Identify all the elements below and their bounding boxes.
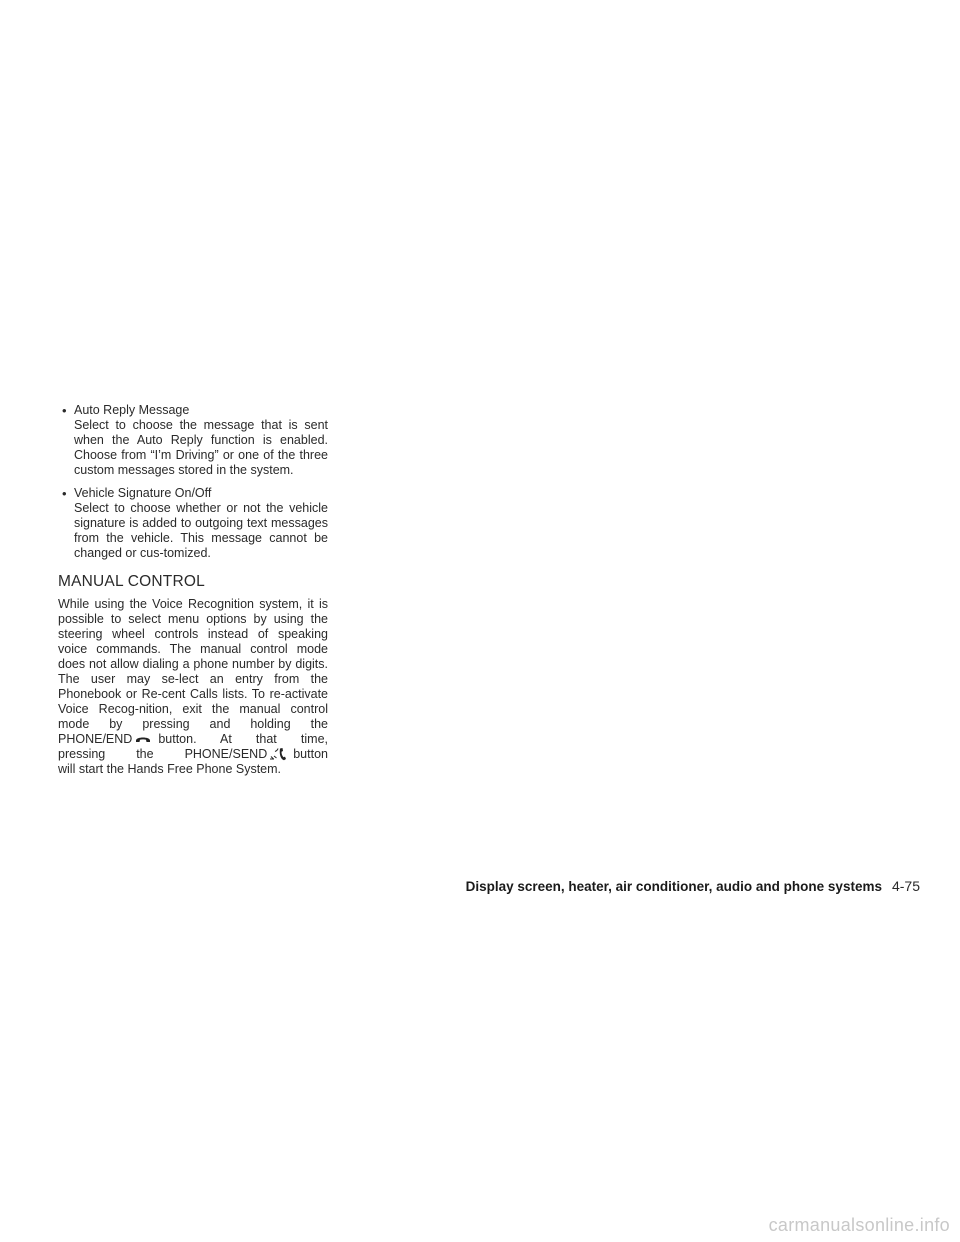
list-item-vehicle-signature <box>58 486 328 561</box>
bullet-symbol: • <box>62 486 67 501</box>
bullet-symbol: • <box>62 403 67 418</box>
bullet-description: Select to choose the message that is sent when the Auto Reply function is enabled. Choose from “I’m Driving” or one of the three custom messages stored in the system. <box>74 418 328 477</box>
paragraph-main-text: While using the Voice Recognition system, it is possible to select menu options by using the steering wheel controls instead of speaking voice commands. The manual control mode does not allow dialing a phone number by digits. The user may se-lect an entry from the Phonebook or Re-cent Calls lists. To re-activate Voice Recog-nition, exit the manual control mode by pressing and holding the <box>58 597 328 731</box>
content-column <box>58 403 328 777</box>
bullet-title: Auto Reply Message <box>74 403 190 417</box>
phone-send-icon <box>269 747 287 761</box>
page-number: 4-75 <box>891 878 920 894</box>
phone-end-icon <box>134 732 152 746</box>
bullet-description: Select to choose whether or not the vehicle signature is added to outgoing text messages from the vehicle. This message cannot be changed or cus-tomized. <box>74 501 328 560</box>
footer-chapter-title: Display screen, heater, air conditioner, audio and phone systems <box>465 879 882 894</box>
paragraph-final-line: will start the Hands Free Phone System. <box>58 762 282 776</box>
pressing-the-text: pressing the <box>58 747 154 761</box>
watermark-text: carmanualsonline.info <box>768 1215 950 1235</box>
list-item-auto-reply-message <box>58 403 328 478</box>
section-heading: MANUAL CONTROL <box>58 573 205 590</box>
paragraph-phone-end-line <box>58 732 328 747</box>
after-send-text: button <box>293 747 328 761</box>
bullet-title: Vehicle Signature On/Off <box>74 486 212 500</box>
section-paragraph <box>58 597 328 777</box>
paragraph-phone-send-line <box>58 747 328 762</box>
phone-end-label: PHONE/END <box>58 732 133 746</box>
page-footer <box>466 878 920 894</box>
after-end-text: button. At that time, <box>158 732 328 746</box>
phone-send-label: PHONE/SEND <box>184 747 268 761</box>
